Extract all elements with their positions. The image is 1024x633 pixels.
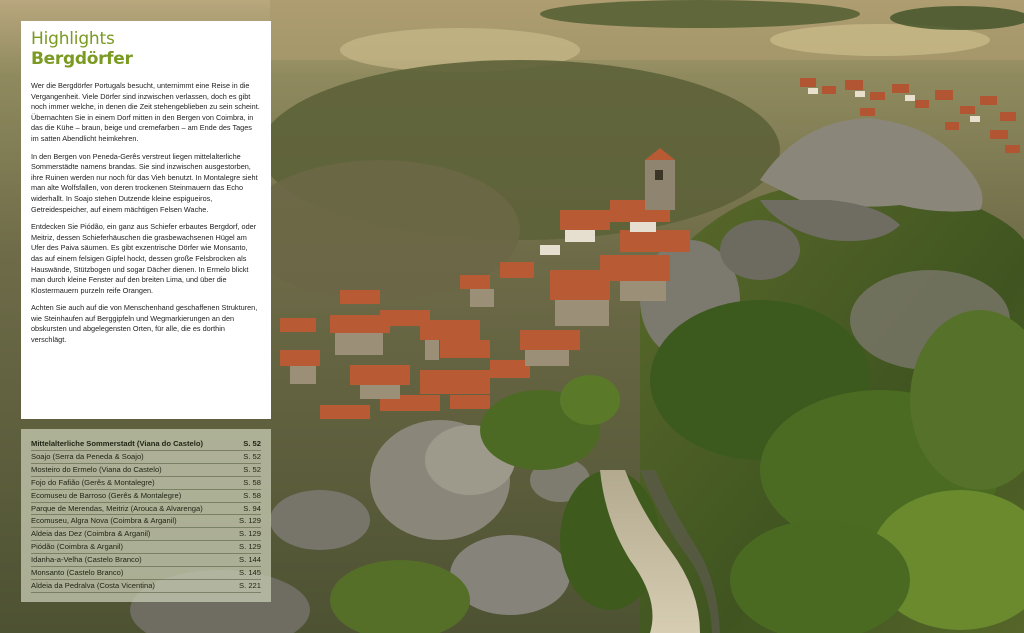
index-row[interactable]	[31, 567, 261, 580]
index-row[interactable]	[31, 503, 261, 516]
index-place: Fojo do Fafião (Gerês & Montalegre)	[31, 477, 155, 487]
index-row[interactable]	[31, 490, 261, 503]
body-paragraph: In den Bergen von Peneda-Gerês verstreut liegen mittelalterliche Sommerstädte namens brandas. Sie sind inzwischen ausgestorben, ihre Ruinen werden nur noch für das Vieh benutzt. In Montalegre sieht man alte Wolfsfallen, von deren trockenen Steinmauern das Echo widerhallt. In Soajo stehen Dutzende kleine espigueiros, Getreidespeicher, auf einem mächtigen Felsen Wache.	[31, 151, 258, 214]
index-place: Ecomuseu de Barroso (Gerês & Montalegre)	[31, 490, 182, 500]
index-place: Mosteiro do Ermelo (Viana do Castelo)	[31, 464, 162, 474]
index-row[interactable]	[31, 554, 261, 567]
index-page: S. 144	[239, 555, 261, 565]
index-place: Soajo (Serra da Peneda & Soajo)	[31, 451, 144, 461]
index-page: S. 52	[243, 464, 261, 474]
index-row[interactable]	[31, 464, 261, 477]
index-page: S. 221	[239, 580, 261, 590]
body-paragraph: Wer die Bergdörfer Portugals besucht, unternimmt eine Reise in die Vergangenheit. Viele Dörfer sind inzwischen verlassen, doch es gibt noch immer welche, in denen die Zeit stehengeblieben zu sein scheint. Übernachten Sie in einem Dorf mitten in den Bergen von Coimbra, in das die Kühe – braun, beige und cremefarben – am Ende des Tages im satten Abendlicht heimkehren.	[31, 81, 260, 143]
section-title: Bergdörfer	[31, 49, 133, 69]
index-page: S. 58	[243, 477, 261, 487]
index-page: S. 129	[239, 516, 261, 526]
index-place: Idanha-a-Velha (Castelo Branco)	[31, 555, 142, 565]
index-place: Parque de Merendas, Meitriz (Arouca & Alvarenga)	[31, 503, 203, 513]
index-row[interactable]	[31, 477, 261, 490]
index-page: S. 129	[239, 529, 261, 539]
index-place: Piódão (Coimbra & Arganil)	[31, 542, 124, 552]
index-page: S. 52	[243, 439, 261, 448]
index-place: Aldeia das Dez (Coimbra & Arganil)	[31, 529, 151, 539]
index-place: Aldeia da Pedralva (Costa Vicentina)	[31, 580, 155, 590]
index-row[interactable]	[31, 541, 261, 554]
index-place: Mittelalterliche Sommerstadt (Viana do Castelo)	[31, 439, 204, 448]
index-page: S. 129	[239, 542, 261, 552]
section-kicker: Highlights	[31, 29, 115, 49]
index-row[interactable]	[31, 451, 261, 464]
index-row[interactable]	[31, 438, 261, 451]
body-paragraph: Entdecken Sie Piódão, ein ganz aus Schiefer erbautes Bergdorf, oder Meitriz, dessen Schieferhäuschen die grasbewachsenen Hügel am Ufer des Paiva säumen. Es gibt exzentrische Dörfer wie Monsanto, das auf einem felsigen Gipfel hockt, dessen große Felsbrocken als Hauswände, Stützbogen und sogar Dächer dienen. In Ermelo blickt man durch kleine Fenster auf den breiten Lima, und über die Klostermauern purzeln reife Orangen.	[31, 222, 257, 295]
index-page: S. 58	[243, 490, 261, 500]
page-index-list	[21, 429, 271, 602]
index-page: S. 94	[243, 503, 261, 513]
index-place: Ecomuseu, Algra Nova (Coimbra & Arganil)	[31, 516, 177, 526]
index-row[interactable]	[31, 580, 261, 593]
body-paragraph: Achten Sie auch auf die von Menschenhand geschaffenen Strukturen, wie Steinhaufen auf Berggipfeln und Wegmarkierungen an den obskursten und abgelegensten Orten, für alle, die es dorthin verschlägt.	[31, 303, 258, 345]
index-row[interactable]	[31, 528, 261, 541]
highlights-panel	[21, 21, 271, 419]
index-place: Monsanto (Castelo Branco)	[31, 568, 124, 578]
index-page: S. 52	[243, 451, 261, 461]
index-page: S. 145	[239, 568, 261, 578]
index-row[interactable]	[31, 515, 261, 528]
